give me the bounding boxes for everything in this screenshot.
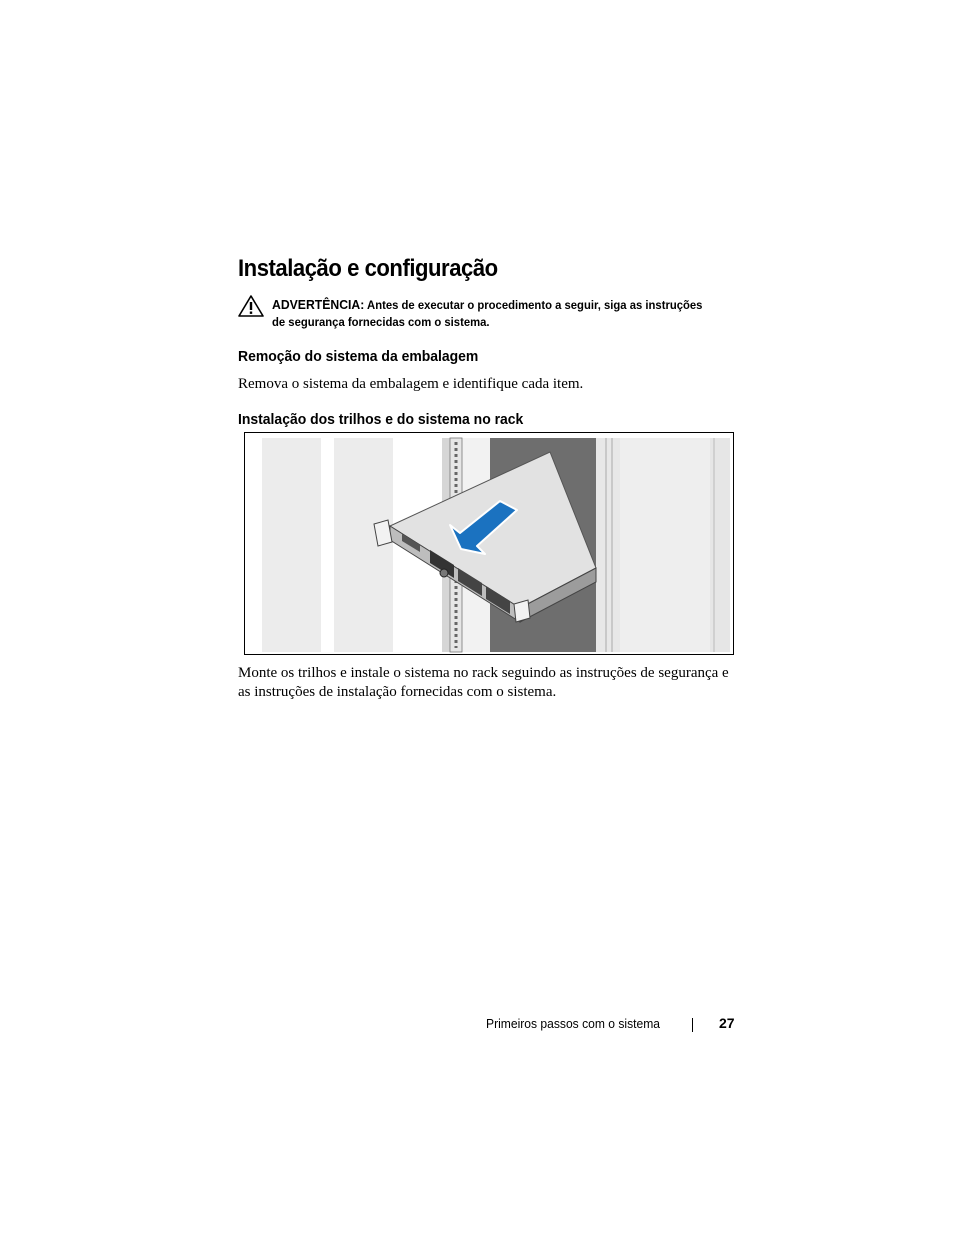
warning-triangle-icon (237, 294, 265, 318)
section-heading-unpack: Remoção do sistema da embalagem (238, 348, 479, 365)
server-rack-installation-illustration (244, 432, 734, 655)
warning-notice (272, 296, 714, 331)
warning-label: ADVERTÊNCIA: (272, 297, 365, 312)
section-body-rails: Monte os trilhos e instale o sistema no rack seguindo as instruções de segurança e as instruções de instalação fornecidas com o sistema. (238, 665, 729, 700)
page-number: 27 (719, 1015, 735, 1031)
page-title: Instalação e configuração (238, 255, 498, 282)
section-body-unpack: Remova o sistema da embalagem e identifique cada item. (238, 376, 584, 392)
footer-title: Primeiros passos com o sistema (486, 1016, 661, 1031)
section-heading-rails: Instalação dos trilhos e do sistema no rack (238, 411, 524, 428)
footer-divider (692, 1018, 693, 1032)
warning-message: Antes de executar o procedimento a seguir, siga as instruções de segurança fornecidas com o sistema. (272, 298, 703, 329)
